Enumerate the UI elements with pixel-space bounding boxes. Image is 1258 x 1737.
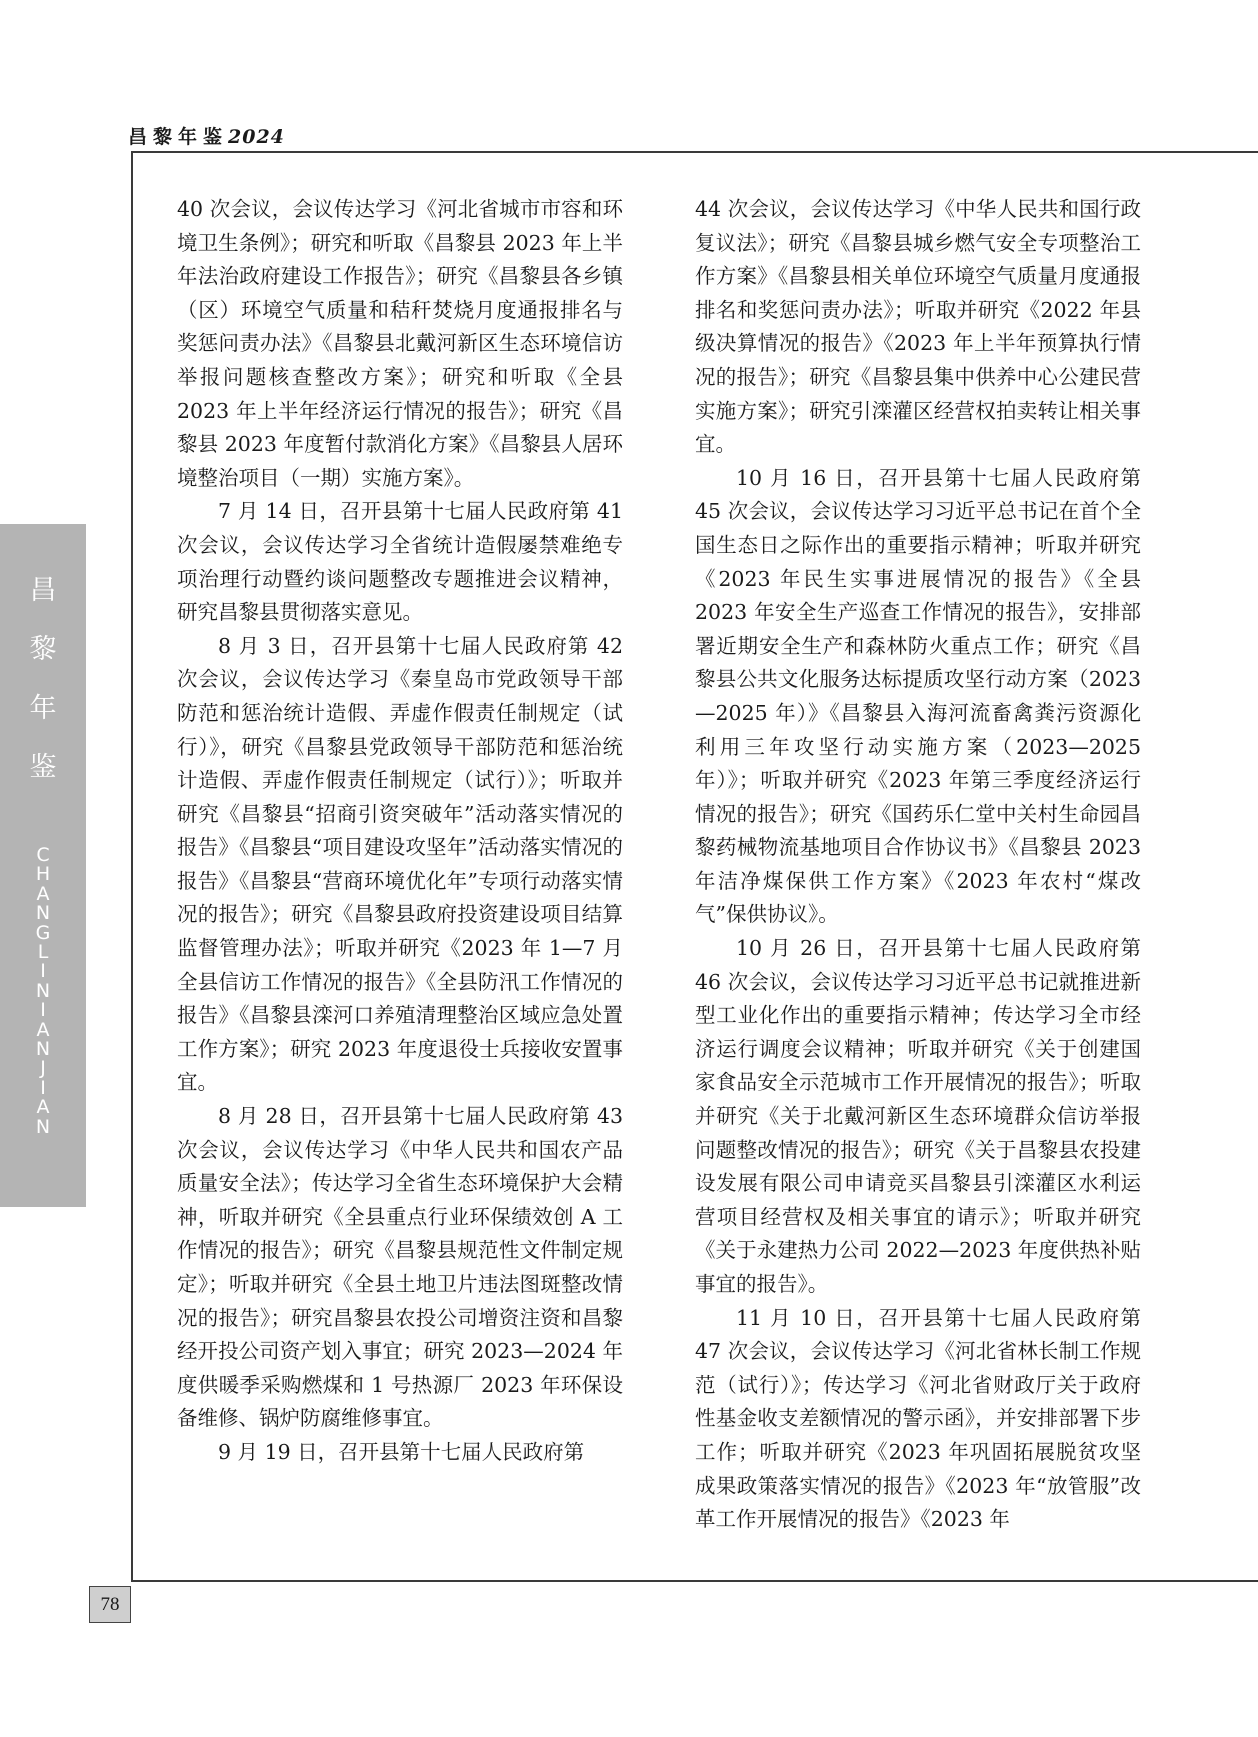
paragraph-continued: 40 次会议，会议传达学习《河北省城市市容和环境卫生条例》；研究和听取《昌黎县 2023 年上半年法治政府建设工作报告》；研究《昌黎县各乡镇（区）环境空气质量和秸秆焚烧月度通报排名与奖惩问责办法》《昌黎县北戴河新区生态环境信访举报问题核查整改方案》；研究和听取《全县 2023 年上半年经济运行情况的报告》；研究《昌黎县 2023 年度暂付款消化方案》《昌黎县人居环境整治项目（一期）实施方案》。 — [177, 197, 623, 490]
side-tab-letter: C — [36, 844, 50, 866]
side-tab-letter: A — [36, 882, 50, 905]
side-tab-letter: A — [36, 1018, 50, 1041]
page-number: 78 — [89, 1586, 131, 1623]
side-tab-pinyin — [0, 846, 86, 1137]
side-tab-chinese — [0, 561, 86, 797]
right-column — [695, 193, 1141, 1537]
side-tab-letter: A — [36, 1096, 50, 1119]
side-tab-letter: N — [35, 1115, 51, 1138]
side-tab-letter: N — [35, 1038, 51, 1061]
side-tab-letter: G — [35, 921, 51, 944]
side-tab-letter: I — [40, 999, 46, 1022]
paragraph: 11 月 10 日，召开县第十七届人民政府第 47 次会议，会议传达学习《河北省林长制工作规范（试行）》；传达学习《河北省财政厅关于政府性基金收支差额情况的警示函》，并安排部署下步工作；听取并研究《2023 年巩固拓展脱贫攻坚成果政策落实情况的报告》《2023 年“放管服”改革工作开展情况的报告》《2023 年 — [695, 1305, 1141, 1532]
paragraph: 7 月 14 日，召开县第十七届人民政府第 41 次会议，会议传达学习全省统计造假屡禁难绝专项治理行动暨约谈问题整改专题推进会议精神，研究昌黎县贯彻落实意见。 — [177, 499, 623, 625]
side-tab-char: 年 — [29, 693, 57, 724]
side-tab-letter: H — [35, 863, 51, 886]
side-tab-letter: L — [37, 941, 49, 964]
left-rule — [131, 151, 133, 1581]
top-rule — [131, 151, 1258, 153]
side-tab-letter: N — [35, 902, 51, 925]
paragraph: 10 月 26 日，召开县第十七届人民政府第 46 次会议，会议传达学习习近平总书记就推进新型工业化作出的重要指示精神；传达学习全市经济运行调度会议精神；听取并研究《关于创建国家食品安全示范城市工作开展情况的报告》；听取并研究《关于北戴河新区生态环境群众信访举报问题整改情况的报告》；研究《关于昌黎县农投建设发展有限公司申请竞买昌黎县引滦灌区水利运营项目经营权及相关事宜的请示》；听取并研究《关于永建热力公司 2022—2023 年度供热补贴事宜的报告》。 — [695, 936, 1141, 1296]
bottom-rule — [131, 1580, 1258, 1582]
side-tab-letter: I — [40, 960, 46, 983]
header-year: 2024 — [228, 126, 285, 148]
running-header — [128, 122, 285, 149]
side-tab — [0, 524, 86, 1207]
side-tab-letter: I — [40, 1076, 46, 1099]
side-tab-char: 鉴 — [29, 752, 57, 783]
paragraph: 8 月 28 日，召开县第十七届人民政府第 43 次会议，会议传达学习《中华人民共和国农产品质量安全法》；传达学习全省生态环境保护大会精神，听取并研究《全县重点行业环保绩效创 A 工作情况的报告》；研究《昌黎县规范性文件制定规定》；听取并研究《全县土地卫片违法图斑整改情况的报告》；研究昌黎县农投公司增资注资和昌黎经开投公司资产划入事宜；研究 2023—2024 年度供暖季采购燃煤和 1 号热源厂 2023 年环保设备维修、锅炉防腐维修事宜。 — [177, 1104, 623, 1431]
side-tab-char: 黎 — [29, 634, 57, 665]
side-tab-letter: N — [35, 979, 51, 1002]
paragraph: 10 月 16 日，召开县第十七届人民政府第 45 次会议，会议传达学习习近平总书记在首个全国生态日之际作出的重要指示精神；听取并研究《2023 年民生实事进展情况的报告》《全县 2023 年安全生产巡查工作情况的报告》，安排部署近期安全生产和森林防火重点工作；研究《昌黎县公共文化服务达标提质攻坚行动方案（2023—2025 年）》《昌黎县入海河流畜禽粪污资源化利用三年攻坚行动实施方案（2023—2025 年）》；听取并研究《2023 年第三季度经济运行情况的报告》；研究《国药乐仁堂中关村生命园昌黎药械物流基地项目合作协议书》《昌黎县 2023 年洁净煤保供工作方案》《2023 年农村“煤改气”保供协议》。 — [695, 465, 1141, 927]
paragraph: 8 月 3 日，召开县第十七届人民政府第 42 次会议，会议传达学习《秦皇岛市党政领导干部防范和惩治统计造假、弄虚作假责任制规定（试行）》，研究《昌黎县党政领导干部防范和惩治统计造假、弄虚作假责任制规定（试行）》；听取并研究《昌黎县“招商引资突破年”活动落实情况的报告》《昌黎县“项目建设攻坚年”活动落实情况的报告》《昌黎县“营商环境优化年”专项行动落实情况的报告》；研究《昌黎县政府投资建设项目结算监督管理办法》；听取并研究《2023 年 1—7 月全县信访工作情况的报告》《全县防汛工作情况的报告》《昌黎县滦河口养殖清理整治区域应急处置工作方案》；研究 2023 年度退役士兵接收安置事宜。 — [177, 633, 623, 1095]
side-tab-char: 昌 — [29, 575, 57, 606]
left-column — [177, 193, 623, 1470]
header-title: 昌黎年鉴 — [128, 126, 229, 148]
side-tab-letter: J — [40, 1057, 46, 1080]
paragraph-continued: 44 次会议，会议传达学习《中华人民共和国行政复议法》；研究《昌黎县城乡燃气安全专项整治工作方案》《昌黎县相关单位环境空气质量月度通报排名和奖惩问责办法》；听取并研究《2022 年县级决算情况的报告》《2023 年上半年预算执行情况的报告》；研究《昌黎县集中供养中心公建民营实施方案》；研究引滦灌区经营权拍卖转让相关事宜。 — [695, 197, 1141, 457]
paragraph: 9 月 19 日，召开县第十七届人民政府第 — [218, 1439, 585, 1464]
